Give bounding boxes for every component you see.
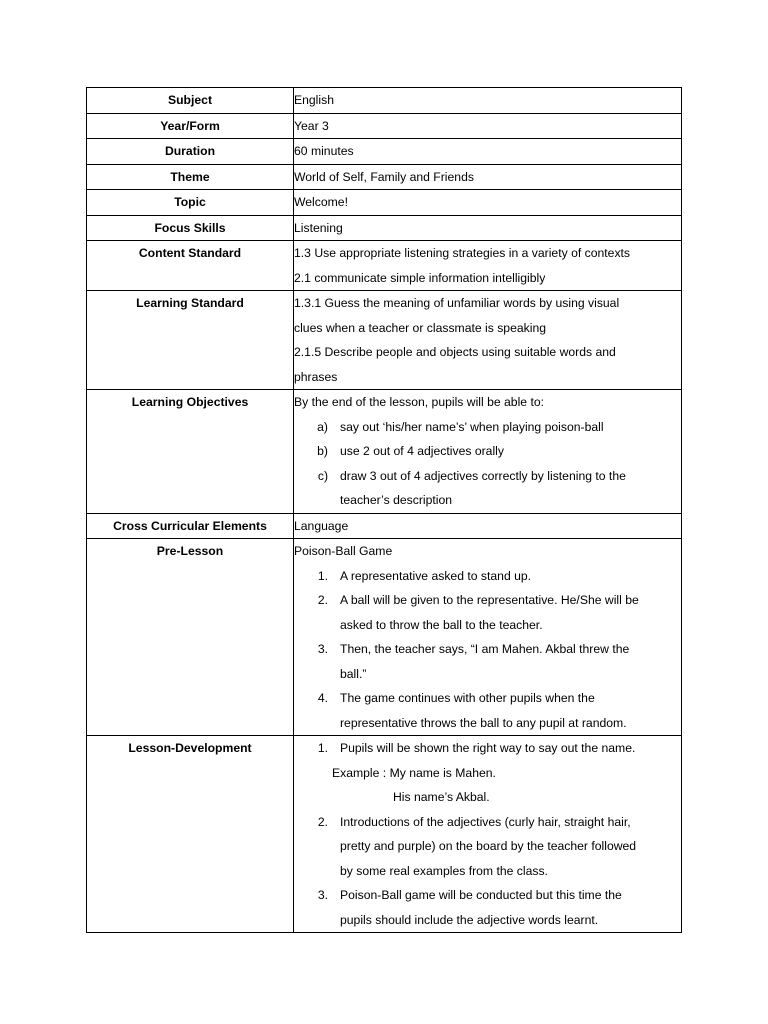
list-marker: 3. <box>317 642 328 656</box>
list-item <box>294 464 681 513</box>
list-line: A ball will be given to the representative. He/She will be <box>340 593 639 607</box>
list-line: Poison-Ball game will be conducted but this time the <box>340 888 622 902</box>
row-label: Focus Skills <box>87 215 294 241</box>
example-line: Example : My name is Mahen. <box>332 765 496 780</box>
row-label: Learning Objectives <box>87 390 294 514</box>
theme-row <box>87 164 682 190</box>
list-line: ball.” <box>340 666 367 681</box>
list-line: say out ‘his/her name’s’ when playing poison-ball <box>340 419 604 434</box>
list-line: teacher’s description <box>340 493 453 507</box>
learning-standard-row <box>87 291 682 390</box>
lesson-development-list <box>294 736 681 761</box>
standard-line: 1.3.1 Guess the meaning of unfamiliar words by using visual <box>294 296 620 310</box>
list-line: by some real examples from the class. <box>340 863 548 878</box>
list-marker: 4. <box>317 691 328 705</box>
row-value: World of Self, Family and Friends <box>294 164 682 190</box>
lesson-development-list <box>294 810 681 933</box>
lesson-plan-table <box>86 87 682 933</box>
list-item <box>294 810 681 884</box>
list-text <box>340 464 681 513</box>
list-marker: c) <box>317 468 328 483</box>
list-line: Pupils will be shown the right way to say out the name. <box>340 741 636 755</box>
row-label: Pre-Lesson <box>87 539 294 736</box>
pre-lesson-list <box>294 564 681 736</box>
year-form-row <box>87 113 682 139</box>
list-marker: 2. <box>317 814 328 829</box>
list-item <box>294 415 681 440</box>
list-line: representative throws the ball to any pupil at random. <box>340 715 627 730</box>
standard-line: phrases <box>294 369 338 384</box>
standard-line: 2.1.5 Describe people and objects using suitable words and <box>294 345 616 359</box>
subject-row <box>87 88 682 114</box>
list-line: asked to throw the ball to the teacher. <box>340 617 543 632</box>
row-label: Topic <box>87 190 294 216</box>
duration-row <box>87 139 682 165</box>
focus-skills-row <box>87 215 682 241</box>
learning-objectives-value <box>294 390 682 514</box>
list-text <box>340 686 681 735</box>
row-label: Theme <box>87 164 294 190</box>
standard-line: 1.3 Use appropriate listening strategies in a variety of contexts <box>294 246 631 260</box>
row-label: Learning Standard <box>87 291 294 390</box>
row-value: Welcome! <box>294 190 682 216</box>
list-item <box>294 736 681 761</box>
list-line: The game continues with other pupils when the <box>340 691 595 705</box>
list-marker: 3. <box>317 888 328 902</box>
list-text <box>340 637 681 686</box>
row-value: Year 3 <box>294 113 682 139</box>
row-label: Subject <box>87 88 294 114</box>
list-marker: 1. <box>317 568 328 583</box>
pre-lesson-row <box>87 539 682 736</box>
cross-curricular-row <box>87 513 682 539</box>
row-label: Duration <box>87 139 294 165</box>
list-marker: b) <box>317 444 328 458</box>
list-item <box>294 564 681 589</box>
list-text <box>340 736 681 761</box>
lesson-development-value <box>294 736 682 933</box>
row-value: Language <box>294 513 682 539</box>
row-label: Cross Curricular Elements <box>87 513 294 539</box>
list-item <box>294 637 681 686</box>
row-label: Year/Form <box>87 113 294 139</box>
lesson-development-row <box>87 736 682 933</box>
list-text <box>340 810 681 884</box>
topic-row <box>87 190 682 216</box>
objectives-list <box>294 415 681 513</box>
row-label: Content Standard <box>87 241 294 291</box>
content-standard-row <box>87 241 682 291</box>
row-value: Listening <box>294 215 682 241</box>
list-line: draw 3 out of 4 adjectives correctly by listening to the <box>340 468 626 483</box>
list-text <box>340 588 681 637</box>
list-marker: a) <box>317 419 328 434</box>
list-text <box>340 415 681 440</box>
standard-line: 2.1 communicate simple information intelligibly <box>294 270 546 285</box>
row-label: Lesson-Development <box>87 736 294 933</box>
standard-line: clues when a teacher or classmate is speaking <box>294 320 547 335</box>
list-line: pupils should include the adjective words learnt. <box>340 912 599 927</box>
list-line: A representative asked to stand up. <box>340 568 532 583</box>
objectives-intro: By the end of the lesson, pupils will be able to: <box>294 395 544 409</box>
list-marker: 1. <box>317 741 328 755</box>
list-text <box>340 564 681 589</box>
learning-standard-value <box>294 291 682 390</box>
list-item <box>294 883 681 932</box>
pre-lesson-value <box>294 539 682 736</box>
content-standard-value <box>294 241 682 291</box>
list-item <box>294 686 681 735</box>
list-line: Then, the teacher says, “I am Mahen. Akbal threw the <box>340 642 630 656</box>
row-value: English <box>294 88 682 114</box>
row-value: 60 minutes <box>294 139 682 165</box>
list-item <box>294 439 681 464</box>
list-text <box>340 883 681 932</box>
list-line: pretty and purple) on the board by the teacher followed <box>340 839 637 853</box>
learning-objectives-row <box>87 390 682 514</box>
example-line: His name’s Akbal. <box>393 790 490 804</box>
list-text <box>340 439 681 464</box>
pre-lesson-title: Poison-Ball Game <box>294 544 393 558</box>
list-line: use 2 out of 4 adjectives orally <box>340 444 504 458</box>
list-marker: 2. <box>317 593 328 607</box>
list-item <box>294 588 681 637</box>
list-line: Introductions of the adjectives (curly hair, straight hair, <box>340 814 631 829</box>
